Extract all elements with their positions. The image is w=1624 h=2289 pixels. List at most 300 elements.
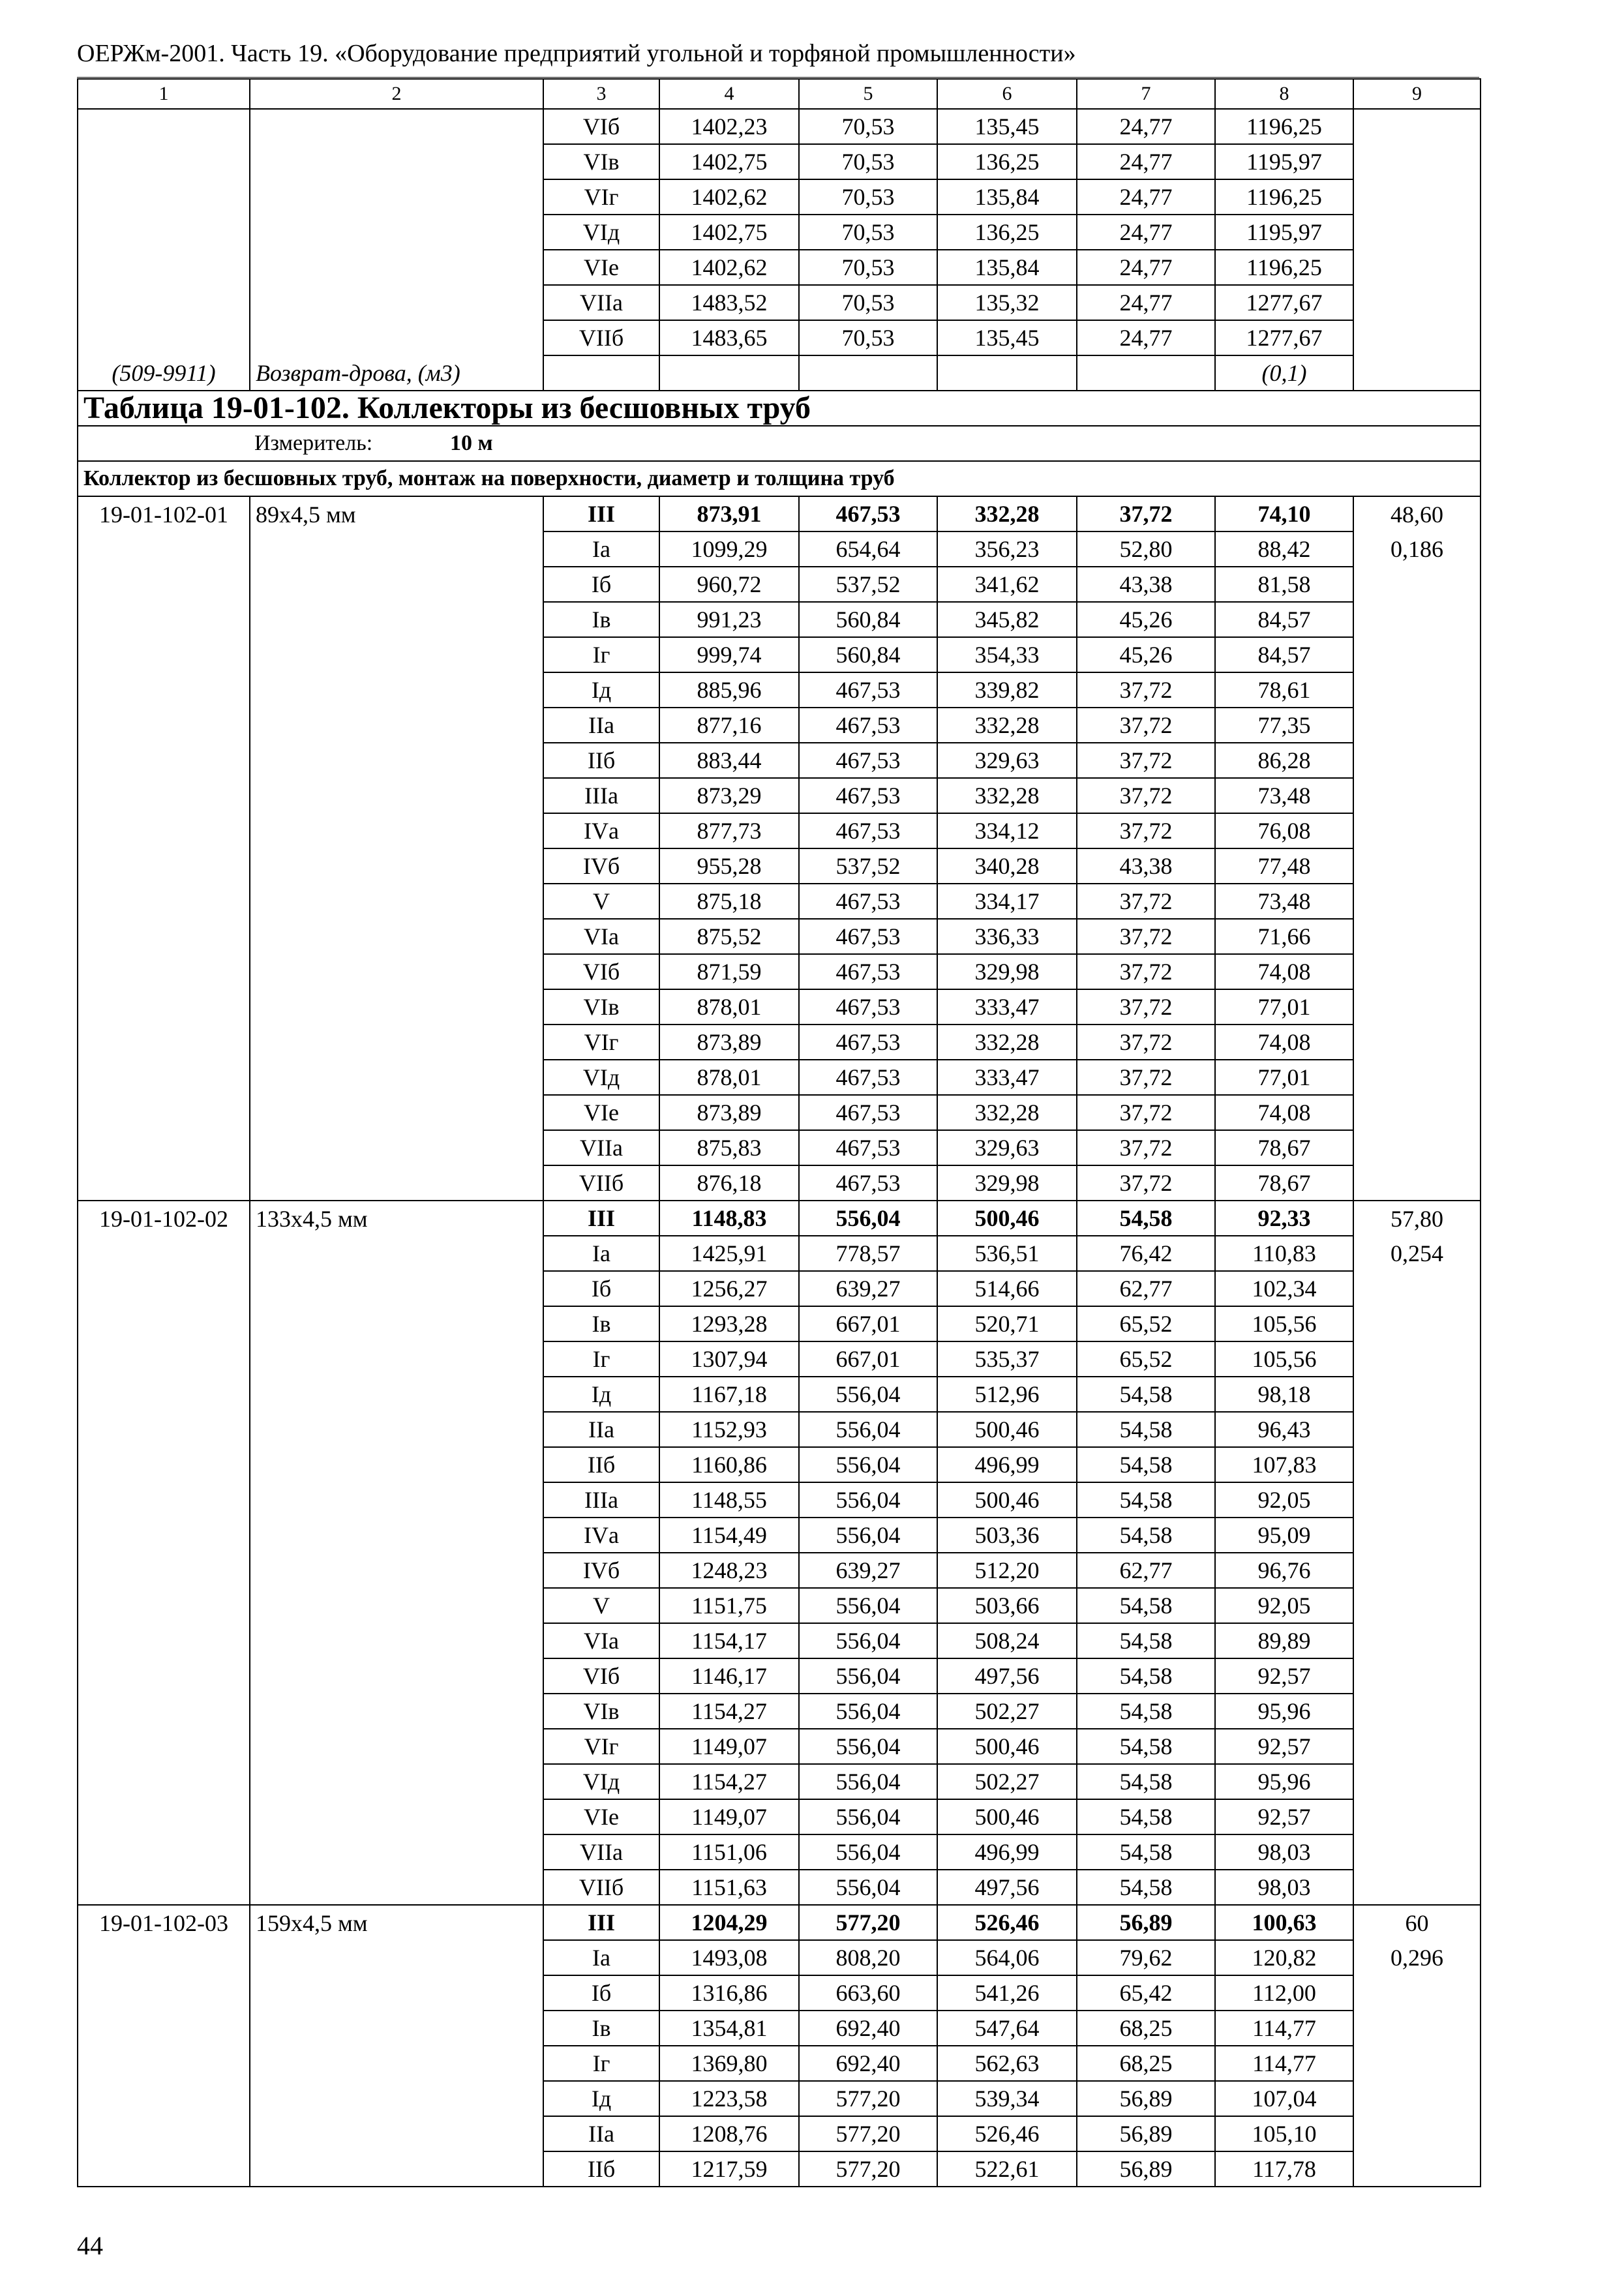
value-cell: 117,78 <box>1215 2151 1353 2187</box>
code-cell <box>78 848 250 884</box>
zone-cell: VIв <box>543 1694 659 1729</box>
value-cell: 107,04 <box>1215 2081 1353 2116</box>
table-row <box>78 1341 1481 1377</box>
value-cell: 92,57 <box>1215 1729 1353 1764</box>
extra-cell <box>1353 1658 1481 1694</box>
table-row <box>78 1130 1481 1165</box>
value-cell: 43,38 <box>1077 848 1215 884</box>
name-cell <box>250 1060 543 1095</box>
extra-cell <box>1353 144 1481 179</box>
value-cell: 56,89 <box>1077 2116 1215 2151</box>
value-cell: 467,53 <box>799 1165 937 1201</box>
value-cell: 95,96 <box>1215 1694 1353 1729</box>
table-row <box>78 1518 1481 1553</box>
value-cell: 560,84 <box>799 637 937 672</box>
value-cell: 24,77 <box>1077 250 1215 285</box>
table-row <box>78 2116 1481 2151</box>
extra-cell <box>1353 1412 1481 1447</box>
value-cell: 467,53 <box>799 884 937 919</box>
extra-cell <box>1353 954 1481 989</box>
value-cell: 37,72 <box>1077 884 1215 919</box>
zone-cell: VIг <box>543 1729 659 1764</box>
value-cell: 65,52 <box>1077 1306 1215 1341</box>
page-header: ОЕРЖм-2001. Часть 19. «Оборудование предприятий угольной и торфяной промышленности» <box>77 39 1479 79</box>
zone-cell: Iв <box>543 602 659 637</box>
value-cell: 1148,83 <box>659 1201 799 1236</box>
table-row <box>78 954 1481 989</box>
extra-cell <box>1353 813 1481 848</box>
value-cell: 999,74 <box>659 637 799 672</box>
value-cell: 37,72 <box>1077 954 1215 989</box>
zone-cell: VIд <box>543 215 659 250</box>
name-cell <box>250 2081 543 2116</box>
extra-cell <box>1353 1165 1481 1201</box>
value-cell: 556,04 <box>799 1623 937 1658</box>
value-cell: 467,53 <box>799 743 937 778</box>
value-cell: 24,77 <box>1077 179 1215 215</box>
zone-cell: IVб <box>543 848 659 884</box>
name-cell <box>250 285 543 320</box>
code-cell <box>78 567 250 602</box>
value-cell: 883,44 <box>659 743 799 778</box>
value-cell: 65,52 <box>1077 1341 1215 1377</box>
table-row <box>78 1588 1481 1623</box>
value-cell: 332,28 <box>937 1025 1077 1060</box>
extra-cell <box>1353 1799 1481 1834</box>
value-cell: 1483,52 <box>659 285 799 320</box>
value-cell: 56,89 <box>1077 2081 1215 2116</box>
code-cell: 19-01-102-01 <box>78 496 250 531</box>
code-cell <box>78 250 250 285</box>
code-cell <box>78 320 250 355</box>
zone-cell: VIв <box>543 989 659 1025</box>
value-cell: 876,18 <box>659 1165 799 1201</box>
value-cell: 92,57 <box>1215 1658 1353 1694</box>
value-cell: 136,25 <box>937 144 1077 179</box>
value-cell: 556,04 <box>799 1412 937 1447</box>
value-cell: 556,04 <box>799 1799 937 1834</box>
extra-cell <box>1353 2046 1481 2081</box>
value-cell: 37,72 <box>1077 672 1215 708</box>
value-cell: 654,64 <box>799 531 937 567</box>
table-row <box>78 743 1481 778</box>
zone-cell: Iг <box>543 2046 659 2081</box>
value-cell: 54,58 <box>1077 1834 1215 1870</box>
code-cell <box>78 778 250 813</box>
value-cell: 336,33 <box>937 919 1077 954</box>
value-cell: 52,80 <box>1077 531 1215 567</box>
value-cell: 500,46 <box>937 1201 1077 1236</box>
table-row <box>78 531 1481 567</box>
value-cell: 1402,62 <box>659 250 799 285</box>
extra-cell <box>1353 2116 1481 2151</box>
code-cell <box>78 1095 250 1130</box>
value-cell: 73,48 <box>1215 884 1353 919</box>
name-cell <box>250 1341 543 1377</box>
table-row <box>78 813 1481 848</box>
value-cell: 54,58 <box>1077 1482 1215 1518</box>
value-cell: 1208,76 <box>659 2116 799 2151</box>
zone-cell: IIб <box>543 1447 659 1482</box>
value-cell: 77,48 <box>1215 848 1353 884</box>
value-cell: 1099,29 <box>659 531 799 567</box>
value-cell: 74,08 <box>1215 954 1353 989</box>
value-cell: 37,72 <box>1077 1165 1215 1201</box>
name-cell <box>250 919 543 954</box>
name-cell <box>250 1130 543 1165</box>
value-cell: 37,72 <box>1077 813 1215 848</box>
value-cell: 329,63 <box>937 743 1077 778</box>
value-cell: 1148,55 <box>659 1482 799 1518</box>
value-cell: 522,61 <box>937 2151 1077 2187</box>
extra-cell <box>1353 215 1481 250</box>
table-row <box>78 1905 1481 1940</box>
value-cell: 526,46 <box>937 2116 1077 2151</box>
value-cell: 1149,07 <box>659 1729 799 1764</box>
code-cell <box>78 1025 250 1060</box>
code-cell: 19-01-102-02 <box>78 1201 250 1236</box>
value-cell: 333,47 <box>937 1060 1077 1095</box>
value-cell: 873,89 <box>659 1025 799 1060</box>
code-cell <box>78 1553 250 1588</box>
value-cell: 955,28 <box>659 848 799 884</box>
value-cell: 1154,27 <box>659 1764 799 1799</box>
code-cell <box>78 1236 250 1271</box>
code-cell: 19-01-102-03 <box>78 1905 250 1940</box>
value-cell: 577,20 <box>799 2081 937 2116</box>
value-cell: 577,20 <box>799 1905 937 1940</box>
value-cell: 92,05 <box>1215 1482 1353 1518</box>
name-cell <box>250 567 543 602</box>
value-cell: 1483,65 <box>659 320 799 355</box>
return-row <box>78 355 1481 391</box>
value-cell: 537,52 <box>799 567 937 602</box>
value-cell: 667,01 <box>799 1341 937 1377</box>
value-cell: 334,12 <box>937 813 1077 848</box>
table-row <box>78 1060 1481 1095</box>
value-cell: 332,28 <box>937 1095 1077 1130</box>
code-cell <box>78 1975 250 2011</box>
value-cell: 1167,18 <box>659 1377 799 1412</box>
zone-cell: V <box>543 1588 659 1623</box>
extra-cell <box>1353 355 1481 391</box>
name-cell <box>250 2116 543 2151</box>
extra-cell <box>1353 637 1481 672</box>
value-cell: 354,33 <box>937 637 1077 672</box>
value-cell: 96,76 <box>1215 1553 1353 1588</box>
extra-cell <box>1353 567 1481 602</box>
value-cell: 1151,06 <box>659 1834 799 1870</box>
table-row <box>78 1975 1481 2011</box>
value-cell: 1196,25 <box>1215 179 1353 215</box>
value-cell: 535,37 <box>937 1341 1077 1377</box>
value-cell: 1369,80 <box>659 2046 799 2081</box>
extra-cell <box>1353 778 1481 813</box>
extra-cell <box>1353 602 1481 637</box>
value-cell: 1248,23 <box>659 1553 799 1588</box>
table-row <box>78 496 1481 531</box>
name-cell <box>250 989 543 1025</box>
name-cell <box>250 1588 543 1623</box>
table-row <box>78 1377 1481 1412</box>
name-cell <box>250 179 543 215</box>
value-cell: 556,04 <box>799 1377 937 1412</box>
value-cell: 77,35 <box>1215 708 1353 743</box>
return-code: (509-9911) <box>78 355 250 391</box>
code-cell <box>78 813 250 848</box>
table-row <box>78 884 1481 919</box>
code-cell <box>78 708 250 743</box>
value-cell: 345,82 <box>937 602 1077 637</box>
extra-cell <box>1353 1588 1481 1623</box>
zone-cell: III <box>543 496 659 531</box>
zone-cell: Iд <box>543 672 659 708</box>
value-cell: 1151,75 <box>659 1588 799 1623</box>
name-cell <box>250 2011 543 2046</box>
name-cell <box>250 848 543 884</box>
value-cell: 98,18 <box>1215 1377 1353 1412</box>
name-cell <box>250 602 543 637</box>
code-cell <box>78 285 250 320</box>
table-row <box>78 109 1481 144</box>
value-cell: 107,83 <box>1215 1447 1353 1482</box>
value-cell: 77,01 <box>1215 989 1353 1025</box>
meter-row <box>78 426 1481 461</box>
value-cell: 564,06 <box>937 1940 1077 1975</box>
value-cell: 502,27 <box>937 1694 1077 1729</box>
value-cell: 334,17 <box>937 884 1077 919</box>
value-cell: 500,46 <box>937 1482 1077 1518</box>
extra-cell <box>1353 109 1481 144</box>
value-cell: 663,60 <box>799 1975 937 2011</box>
value-cell: 877,16 <box>659 708 799 743</box>
value-cell: 74,10 <box>1215 496 1353 531</box>
zone-cell: IVа <box>543 1518 659 1553</box>
name-cell <box>250 215 543 250</box>
name-cell <box>250 1236 543 1271</box>
value-cell: 70,53 <box>799 109 937 144</box>
zone-cell: Iд <box>543 2081 659 2116</box>
table-row <box>78 602 1481 637</box>
code-cell <box>78 2151 250 2187</box>
value-cell: 537,52 <box>799 848 937 884</box>
value-cell: 333,47 <box>937 989 1077 1025</box>
extra-cell <box>1353 743 1481 778</box>
value-cell: 692,40 <box>799 2046 937 2081</box>
code-cell <box>78 602 250 637</box>
zone-cell: VIб <box>543 1658 659 1694</box>
code-cell <box>78 954 250 989</box>
value-cell: 120,82 <box>1215 1940 1353 1975</box>
code-cell <box>78 1940 250 1975</box>
value-cell: 84,57 <box>1215 637 1353 672</box>
value-cell: 73,48 <box>1215 778 1353 813</box>
extra-cell <box>1353 1377 1481 1412</box>
code-cell <box>78 1870 250 1905</box>
zone-cell: VIг <box>543 1025 659 1060</box>
zone-cell: Iа <box>543 531 659 567</box>
name-cell <box>250 637 543 672</box>
zone-cell: Iб <box>543 567 659 602</box>
value-cell: 1154,27 <box>659 1694 799 1729</box>
value-cell: 520,71 <box>937 1306 1077 1341</box>
value-cell: 1277,67 <box>1215 320 1353 355</box>
table-row <box>78 1271 1481 1306</box>
code-cell <box>78 672 250 708</box>
value-cell: 556,04 <box>799 1447 937 1482</box>
value-cell: 68,25 <box>1077 2011 1215 2046</box>
code-cell <box>78 1060 250 1095</box>
extra-cell: 0,254 <box>1353 1236 1481 1271</box>
value-cell: 500,46 <box>937 1799 1077 1834</box>
value-cell: 1146,17 <box>659 1658 799 1694</box>
value-cell: 65,42 <box>1077 1975 1215 2011</box>
meter-value: 10 м <box>450 431 493 455</box>
name-cell <box>250 743 543 778</box>
value-cell: 86,28 <box>1215 743 1353 778</box>
table-row <box>78 320 1481 355</box>
column-number: 1 <box>78 79 250 109</box>
value-cell: 991,23 <box>659 602 799 637</box>
value-cell: 105,56 <box>1215 1306 1353 1341</box>
value-cell: 1152,93 <box>659 1412 799 1447</box>
name-cell <box>250 1694 543 1729</box>
value-cell: 332,28 <box>937 496 1077 531</box>
name-cell <box>250 1412 543 1447</box>
value-cell: 78,67 <box>1215 1130 1353 1165</box>
extra-cell <box>1353 1870 1481 1905</box>
zone-cell: VIб <box>543 954 659 989</box>
value-cell: 556,04 <box>799 1482 937 1518</box>
code-cell <box>78 1271 250 1306</box>
name-cell <box>250 1623 543 1658</box>
column-number: 9 <box>1353 79 1481 109</box>
value-cell: 467,53 <box>799 1025 937 1060</box>
return-value: (0,1) <box>1215 355 1353 391</box>
code-cell <box>78 1764 250 1799</box>
name-cell <box>250 1095 543 1130</box>
value-cell: 577,20 <box>799 2116 937 2151</box>
table-row <box>78 179 1481 215</box>
code-cell <box>78 1834 250 1870</box>
value-cell: 556,04 <box>799 1201 937 1236</box>
value-cell: 1425,91 <box>659 1236 799 1271</box>
table-row <box>78 250 1481 285</box>
value-cell: 1307,94 <box>659 1341 799 1377</box>
value-cell: 92,57 <box>1215 1799 1353 1834</box>
value-cell: 467,53 <box>799 813 937 848</box>
value-cell: 54,58 <box>1077 1694 1215 1729</box>
value-cell: 54,58 <box>1077 1377 1215 1412</box>
value-cell: 536,51 <box>937 1236 1077 1271</box>
value-cell: 1204,29 <box>659 1905 799 1940</box>
value-cell: 112,00 <box>1215 1975 1353 2011</box>
value-cell: 875,83 <box>659 1130 799 1165</box>
table-row <box>78 1623 1481 1658</box>
value-cell: 98,03 <box>1215 1834 1353 1870</box>
name-cell <box>250 708 543 743</box>
code-cell <box>78 637 250 672</box>
value-cell: 114,77 <box>1215 2011 1353 2046</box>
value-cell: 54,58 <box>1077 1447 1215 1482</box>
value-cell: 105,10 <box>1215 2116 1353 2151</box>
section-description: Коллектор из бесшовных труб, монтаж на поверхности, диаметр и толщина труб <box>78 461 1481 496</box>
value-cell: 871,59 <box>659 954 799 989</box>
table-row <box>78 144 1481 179</box>
table-row <box>78 1834 1481 1870</box>
extra-cell <box>1353 2081 1481 2116</box>
extra-cell <box>1353 1271 1481 1306</box>
extra-cell <box>1353 1482 1481 1518</box>
extra-cell <box>1353 672 1481 708</box>
name-cell: 159х4,5 мм <box>250 1905 543 1940</box>
code-cell <box>78 1518 250 1553</box>
value-cell: 467,53 <box>799 1130 937 1165</box>
value-cell: 875,52 <box>659 919 799 954</box>
column-number: 3 <box>543 79 659 109</box>
value-cell: 541,26 <box>937 1975 1077 2011</box>
value-cell: 105,56 <box>1215 1341 1353 1377</box>
value-cell: 496,99 <box>937 1447 1077 1482</box>
code-cell <box>78 2116 250 2151</box>
zone-cell: IVа <box>543 813 659 848</box>
column-number: 4 <box>659 79 799 109</box>
table-row <box>78 1095 1481 1130</box>
value-cell: 78,67 <box>1215 1165 1353 1201</box>
zone-cell: VIв <box>543 144 659 179</box>
table-row <box>78 567 1481 602</box>
zone-cell: VIд <box>543 1764 659 1799</box>
value-cell: 1293,28 <box>659 1306 799 1341</box>
name-cell: 133х4,5 мм <box>250 1201 543 1236</box>
extra-cell <box>1353 2011 1481 2046</box>
table-row <box>78 919 1481 954</box>
value-cell: 70,53 <box>799 320 937 355</box>
value-cell: 92,05 <box>1215 1588 1353 1623</box>
zone-cell: IVб <box>543 1553 659 1588</box>
code-cell <box>78 109 250 144</box>
value-cell: 467,53 <box>799 919 937 954</box>
extra-cell <box>1353 1623 1481 1658</box>
name-cell <box>250 1940 543 1975</box>
value-cell: 98,03 <box>1215 1870 1353 1905</box>
table-row <box>78 1694 1481 1729</box>
extra-cell <box>1353 320 1481 355</box>
zone-cell: Iб <box>543 1271 659 1306</box>
value-cell: 76,08 <box>1215 813 1353 848</box>
value-cell: 562,63 <box>937 2046 1077 2081</box>
page-number: 44 <box>77 2231 103 2260</box>
value-cell: 1402,62 <box>659 179 799 215</box>
code-cell <box>78 1588 250 1623</box>
value-cell: 1217,59 <box>659 2151 799 2187</box>
value-cell: 88,42 <box>1215 531 1353 567</box>
value-cell: 547,64 <box>937 2011 1077 2046</box>
value-cell: 1149,07 <box>659 1799 799 1834</box>
value-cell: 340,28 <box>937 848 1077 884</box>
code-cell <box>78 1306 250 1341</box>
table-row <box>78 1482 1481 1518</box>
value-cell: 54,58 <box>1077 1729 1215 1764</box>
value-cell: 102,34 <box>1215 1271 1353 1306</box>
return-name: Возврат-дрова, (м3) <box>250 355 543 391</box>
zone-cell: IIб <box>543 2151 659 2187</box>
value-cell: 79,62 <box>1077 1940 1215 1975</box>
value-cell: 70,53 <box>799 144 937 179</box>
table-row <box>78 989 1481 1025</box>
code-cell <box>78 1377 250 1412</box>
value-cell: 512,20 <box>937 1553 1077 1588</box>
